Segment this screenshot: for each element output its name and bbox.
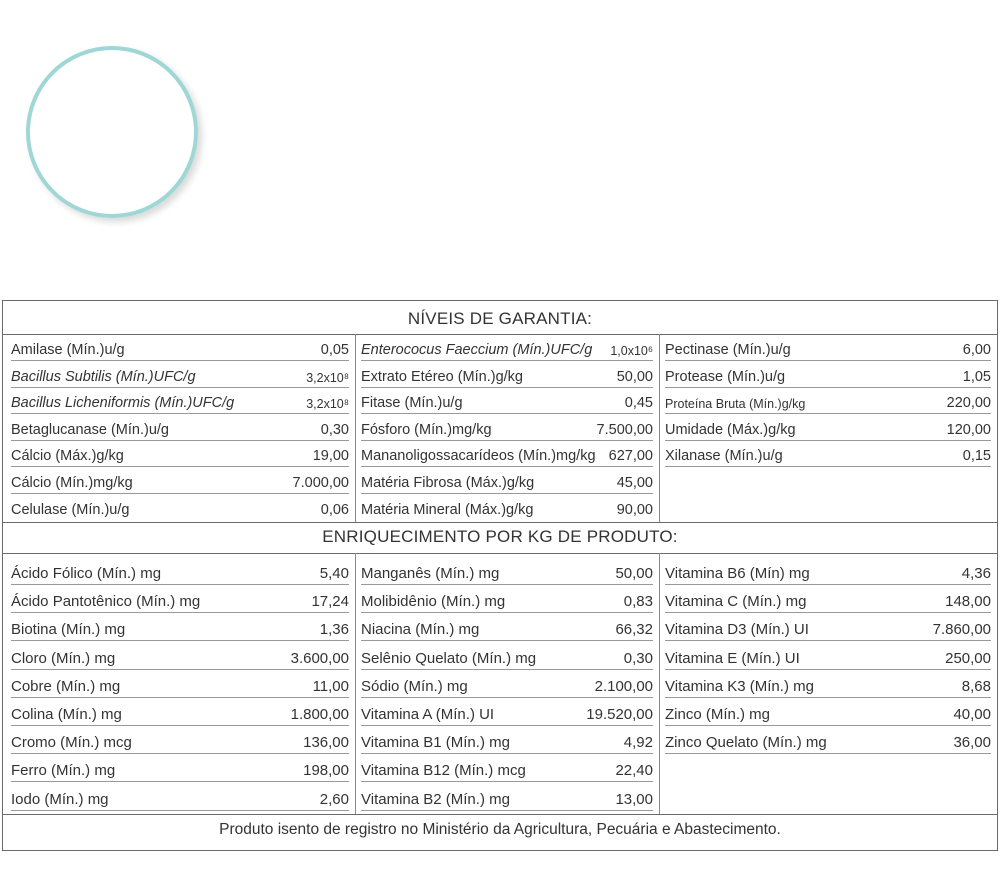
row-label: Enterococus Faeccium (Mín.)UFC/g <box>361 342 593 358</box>
row-value: 136,00 <box>303 734 349 752</box>
row-value: 11,00 <box>312 677 349 695</box>
row-value: 13,00 <box>615 790 653 808</box>
row-label: Cloro (Mín.) mg <box>11 649 116 667</box>
row-value: 19.520,00 <box>586 706 653 723</box>
row-label: Vitamina B6 (Mín) mg <box>665 565 810 582</box>
row-value: 148,00 <box>945 593 991 611</box>
row-label: Bacillus Licheniformis (Mín.)UFC/g <box>11 395 235 411</box>
table-row <box>361 470 653 494</box>
row-value: 90,00 <box>616 502 653 518</box>
row-label: Biotina (Mín.) mg <box>11 621 126 639</box>
logo-circle <box>26 46 198 218</box>
row-value: 120,00 <box>946 421 991 438</box>
table-row <box>11 364 349 388</box>
table-row <box>361 364 653 388</box>
row-value: 19,00 <box>312 448 349 464</box>
row-value: 50,00 <box>615 565 653 582</box>
row-label: Vitamina B2 (Mín.) mg <box>361 790 510 808</box>
row-value: 0,15 <box>962 448 991 464</box>
table-row <box>11 617 349 641</box>
row-label: Amilase (Mín.)u/g <box>11 342 125 358</box>
row-value: 198,00 <box>303 762 349 780</box>
row-label: Betaglucanase (Mín.)u/g <box>11 421 169 438</box>
row-label: Vitamina K3 (Mín.) mg <box>665 677 814 695</box>
table-row <box>11 674 349 698</box>
row-value: 0,05 <box>320 342 349 358</box>
table-row <box>665 674 991 698</box>
row-label: Ácido Fólico (Mín.) mg <box>11 565 162 582</box>
row-value: 2.100,00 <box>594 677 653 695</box>
row-value: 7.500,00 <box>596 421 653 438</box>
footer-note: Produto isento de registro no Ministério da Agricultura, Pecuária e Abastecimento. <box>219 821 781 838</box>
table-row <box>11 417 349 441</box>
row-label: Matéria Fibrosa (Máx.)g/kg <box>361 474 535 491</box>
table-row <box>11 496 349 520</box>
row-value: 7.000,00 <box>292 474 349 491</box>
table-row <box>361 730 653 754</box>
row-value: 45,00 <box>616 474 653 491</box>
row-value: 0,45 <box>624 395 653 411</box>
row-value: 1,36 <box>319 621 349 639</box>
garantia-title: NÍVEIS DE GARANTIA: <box>407 309 593 328</box>
row-label: Cromo (Mín.) mcg <box>11 734 132 752</box>
row-label: Proteína Bruta (Mín.)g/kg <box>665 397 806 411</box>
row-label: Matéria Mineral (Máx.)g/kg <box>361 502 534 518</box>
row-label: Umidade (Máx.)g/kg <box>665 421 796 438</box>
row-value: 3.600,00 <box>290 649 349 667</box>
column-divider <box>659 553 660 814</box>
row-label: Cobre (Mín.) mg <box>11 677 121 695</box>
table-row <box>665 646 991 670</box>
table-row <box>11 390 349 414</box>
table-row <box>361 646 653 670</box>
row-value: 2,60 <box>319 790 349 808</box>
row-label: Vitamina B1 (Mín.) mg <box>361 734 510 752</box>
column-divider <box>659 334 660 522</box>
table-row <box>11 589 349 613</box>
row-value: 3,2x10⁸ <box>306 397 349 411</box>
table-row <box>361 496 653 520</box>
table-row <box>665 390 991 414</box>
table-row <box>11 561 349 585</box>
divider <box>3 334 997 335</box>
table-row <box>11 702 349 726</box>
row-label: Colina (Mín.) mg <box>11 706 122 723</box>
row-label: Selênio Quelato (Mín.) mg <box>361 649 537 667</box>
row-value: 1,0x10⁶ <box>610 344 653 358</box>
divider <box>3 522 997 523</box>
table-row <box>665 589 991 613</box>
column-divider <box>355 553 356 814</box>
row-value: 627,00 <box>608 448 653 464</box>
row-label: Manganês (Mín.) mg <box>361 565 500 582</box>
row-label: Ferro (Mín.) mg <box>11 762 116 780</box>
row-label: Cálcio (Máx.)g/kg <box>11 448 124 464</box>
table-row <box>361 443 653 467</box>
table-row <box>665 730 991 754</box>
table-row <box>11 470 349 494</box>
row-label: Zinco (Mín.) mg <box>665 706 771 723</box>
row-value: 22,40 <box>615 762 653 780</box>
row-value: 40,00 <box>953 706 991 723</box>
table-row <box>11 758 349 782</box>
row-value: 1.800,00 <box>290 706 349 723</box>
row-value: 4,92 <box>623 734 653 752</box>
row-label: Fitase (Mín.)u/g <box>361 395 463 411</box>
divider <box>3 814 997 815</box>
row-value: 0,83 <box>623 593 653 611</box>
row-value: 5,40 <box>319 565 349 582</box>
column-divider <box>355 334 356 522</box>
row-label: Extrato Etéreo (Mín.)g/kg <box>361 368 523 385</box>
row-value: 220,00 <box>946 395 991 411</box>
row-label: Mananoligossacarídeos (Mín.)mg/kg <box>361 448 596 464</box>
row-label: Iodo (Mín.) mg <box>11 790 109 808</box>
table-row <box>11 646 349 670</box>
table-row <box>361 417 653 441</box>
divider <box>3 553 997 554</box>
table-row <box>11 337 349 361</box>
row-label: Molibidênio (Mín.) mg <box>361 593 506 611</box>
row-value: 3,2x10⁸ <box>306 370 349 385</box>
table-row <box>11 443 349 467</box>
table-row <box>11 730 349 754</box>
row-label: Celulase (Mín.)u/g <box>11 502 130 518</box>
table-row <box>665 364 991 388</box>
row-value: 6,00 <box>962 342 991 358</box>
row-label: Vitamina B12 (Mín.) mcg <box>361 762 526 780</box>
table-row <box>361 390 653 414</box>
row-label: Ácido Pantotênico (Mín.) mg <box>11 593 201 611</box>
row-label: Xilanase (Mín.)u/g <box>665 448 783 464</box>
table-row <box>361 617 653 641</box>
row-value: 7.860,00 <box>932 621 991 639</box>
table-row <box>665 337 991 361</box>
row-label: Fósforo (Mín.)mg/kg <box>361 421 492 438</box>
row-label: Vitamina D3 (Mín.) UI <box>665 621 809 639</box>
table-row <box>361 674 653 698</box>
row-value: 50,00 <box>616 368 653 385</box>
row-label: Vitamina A (Mín.) UI <box>361 706 495 723</box>
row-label: Zinco Quelato (Mín.) mg <box>665 734 827 752</box>
row-value: 4,36 <box>961 565 991 582</box>
row-value: 0,30 <box>623 649 653 667</box>
row-label: Vitamina C (Mín.) mg <box>665 593 807 611</box>
table-row <box>361 787 653 811</box>
row-value: 0,30 <box>320 421 349 438</box>
nutrition-table <box>2 300 998 851</box>
row-label: Vitamina E (Mín.) UI <box>665 649 800 667</box>
table-row <box>11 787 349 811</box>
table-row <box>665 443 991 467</box>
row-value: 250,00 <box>945 649 991 667</box>
row-label: Pectinase (Mín.)u/g <box>665 342 791 358</box>
row-value: 17,24 <box>311 593 349 611</box>
row-value: 36,00 <box>953 734 991 752</box>
table-row <box>665 417 991 441</box>
row-value: 0,06 <box>320 502 349 518</box>
table-row <box>361 758 653 782</box>
row-label: Sódio (Mín.) mg <box>361 677 468 695</box>
table-row <box>665 702 991 726</box>
table-row <box>361 561 653 585</box>
row-value: 1,05 <box>962 368 991 385</box>
table-row <box>361 589 653 613</box>
table-row <box>665 617 991 641</box>
row-label: Cálcio (Mín.)mg/kg <box>11 474 133 491</box>
row-value: 66,32 <box>615 621 653 639</box>
table-row <box>665 561 991 585</box>
row-label: Protease (Mín.)u/g <box>665 368 786 385</box>
row-label: Bacillus Subtilis (Mín.)UFC/g <box>11 368 196 385</box>
enriquecimento-title: ENRIQUECIMENTO POR KG DE PRODUTO: <box>322 527 678 546</box>
row-label: Niacina (Mín.) mg <box>361 621 480 639</box>
row-value: 8,68 <box>961 677 991 695</box>
table-row <box>361 702 653 726</box>
table-row <box>361 337 653 361</box>
